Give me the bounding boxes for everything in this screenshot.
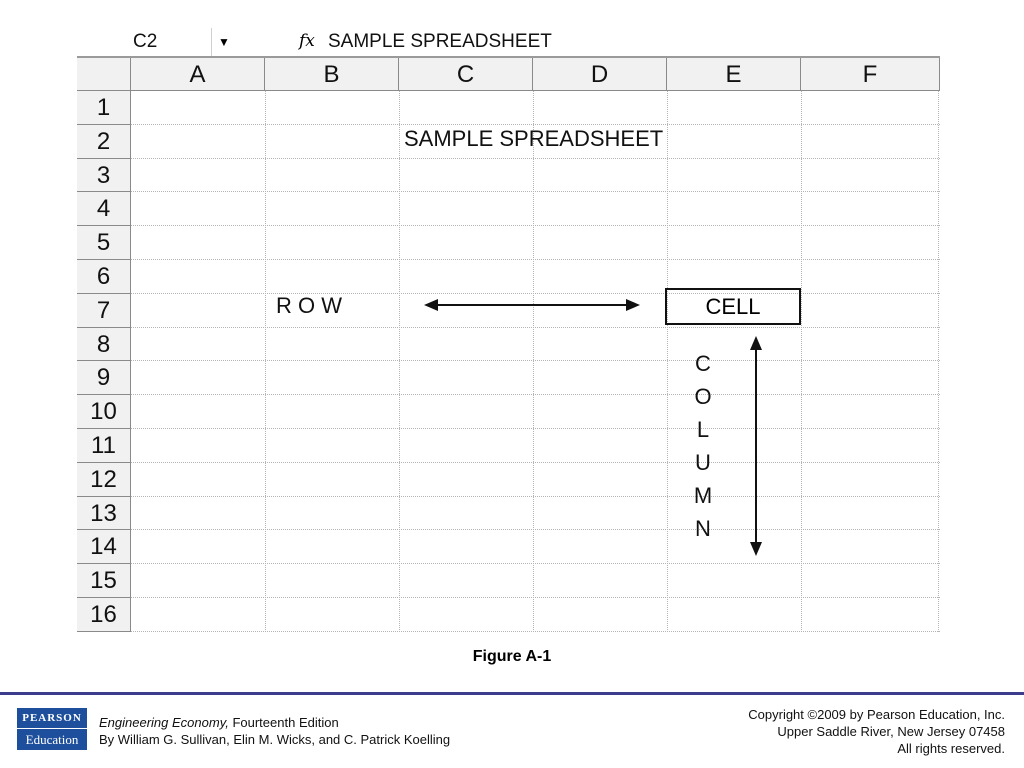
column-header-c[interactable]: C xyxy=(399,58,533,91)
grid-line xyxy=(131,327,940,328)
rights-line: All rights reserved. xyxy=(897,741,1005,756)
copyright xyxy=(748,706,1005,757)
chevron-down-icon[interactable]: ▼ xyxy=(218,35,230,49)
spreadsheet xyxy=(77,28,940,632)
grid-line xyxy=(801,91,802,632)
grid-line xyxy=(667,91,668,632)
copyright-line: Copyright ©2009 by Pearson Education, Inc. xyxy=(748,707,1005,722)
book-info xyxy=(99,714,450,748)
grid-line xyxy=(399,91,400,632)
column-letter: U xyxy=(695,450,711,475)
grid-line xyxy=(131,428,940,429)
column-header-d[interactable]: D xyxy=(533,58,667,91)
grid-line xyxy=(533,91,534,632)
address-line: Upper Saddle River, New Jersey 07458 xyxy=(777,724,1005,739)
grid-line xyxy=(131,394,940,395)
row-header-16[interactable]: 16 xyxy=(77,598,131,632)
grid-line xyxy=(131,631,940,632)
grid-line xyxy=(131,529,940,530)
formula-bar xyxy=(77,28,940,58)
column-header-f[interactable]: F xyxy=(801,58,940,91)
grid-line xyxy=(131,158,940,159)
grid-line xyxy=(131,563,940,564)
column-letter: N xyxy=(695,516,711,541)
cell-title[interactable]: SAMPLE SPREADSHEET xyxy=(404,126,664,151)
row-header-11[interactable]: 11 xyxy=(77,429,131,463)
row-arrow xyxy=(422,294,642,316)
formula-input[interactable]: SAMPLE SPREADSHEET xyxy=(328,31,552,52)
row-header-7[interactable]: 7 xyxy=(77,294,131,328)
grid-line xyxy=(938,91,939,632)
row-header-12[interactable]: 12 xyxy=(77,463,131,497)
name-box[interactable]: C2 xyxy=(77,28,212,56)
grid-line xyxy=(131,462,940,463)
pearson-logo xyxy=(17,708,87,749)
book-edition: Fourteenth Edition xyxy=(228,715,339,730)
logo-bottom-text: Education xyxy=(17,728,87,750)
cell-grid[interactable] xyxy=(77,58,940,632)
row-header-1[interactable]: 1 xyxy=(77,91,131,125)
select-all-corner[interactable] xyxy=(77,58,131,91)
row-header-9[interactable]: 9 xyxy=(77,361,131,395)
row-label[interactable]: R O W xyxy=(276,293,342,318)
row-header-5[interactable]: 5 xyxy=(77,226,131,260)
row-header-3[interactable]: 3 xyxy=(77,159,131,193)
column-header-a[interactable]: A xyxy=(131,58,265,91)
row-header-2[interactable]: 2 xyxy=(77,125,131,159)
column-letter: M xyxy=(693,483,713,508)
cell-label: CELL xyxy=(705,294,761,319)
column-letter: O xyxy=(694,384,712,409)
row-header-10[interactable]: 10 xyxy=(77,395,131,429)
row-header-15[interactable]: 15 xyxy=(77,564,131,598)
figure-caption: Figure A-1 xyxy=(472,648,552,665)
row-header-6[interactable]: 6 xyxy=(77,260,131,294)
grid-line xyxy=(265,91,266,632)
function-icon[interactable]: fx xyxy=(299,31,315,51)
column-header-e[interactable]: E xyxy=(667,58,801,91)
column-arrow xyxy=(745,334,767,558)
grid-line xyxy=(131,496,940,497)
grid-line xyxy=(131,597,940,598)
column-letter: L xyxy=(696,417,710,442)
row-header-14[interactable]: 14 xyxy=(77,530,131,564)
column-letter: C xyxy=(695,351,711,376)
grid-line xyxy=(131,225,940,226)
cell-highlight[interactable] xyxy=(665,288,801,325)
book-authors: By William G. Sullivan, Elin M. Wicks, and C. Patrick Koelling xyxy=(99,732,451,747)
footer-divider xyxy=(0,692,1024,695)
column-header-b[interactable]: B xyxy=(265,58,399,91)
book-title: Engineering Economy, xyxy=(99,715,229,730)
grid-line xyxy=(131,360,940,361)
row-header-13[interactable]: 13 xyxy=(77,497,131,531)
grid-line xyxy=(131,259,940,260)
row-header-4[interactable]: 4 xyxy=(77,192,131,226)
logo-top-text: PEARSON xyxy=(17,708,87,728)
grid-line xyxy=(131,191,940,192)
row-header-8[interactable]: 8 xyxy=(77,328,131,362)
grid-line xyxy=(131,124,940,125)
